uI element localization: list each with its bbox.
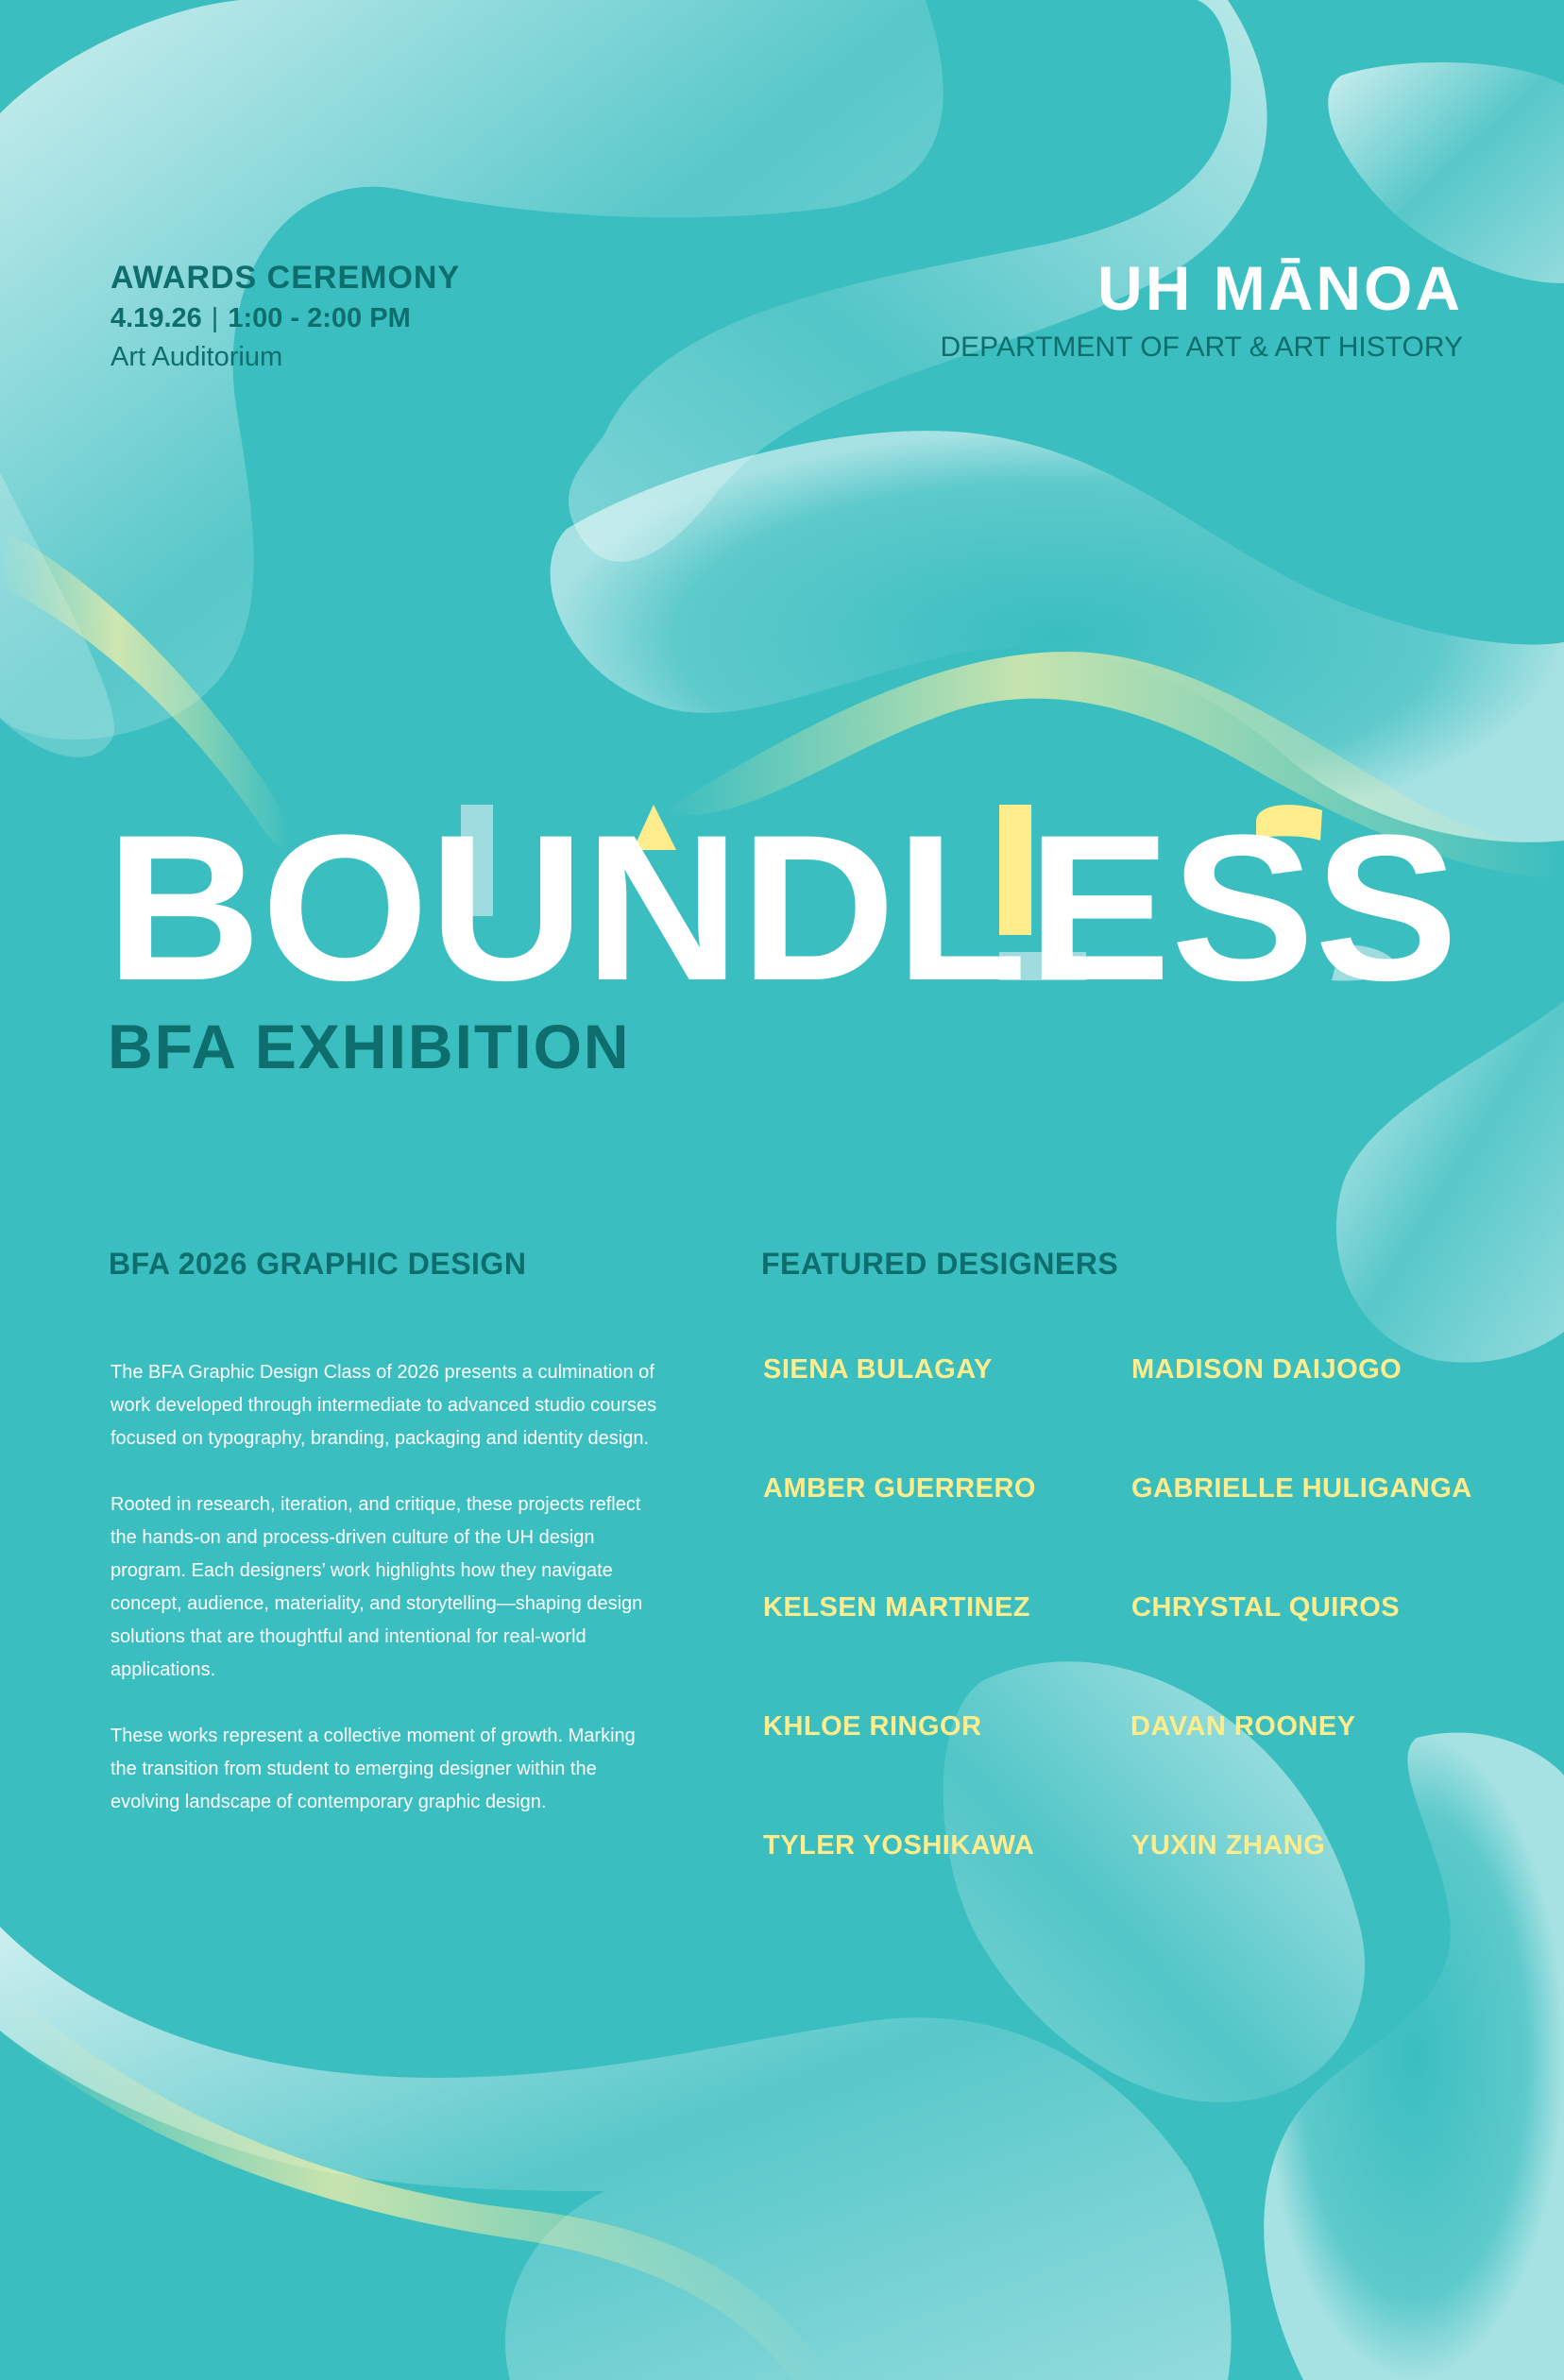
program-paragraph: These works represent a collective moment of growth. Marking the transition from student to emerging designer within the evolving landscape of contemporary graphic design. — [110, 1726, 636, 1812]
designer-name: KELSEN MARTINEZ — [763, 1592, 1030, 1623]
designer-name: KHLOE RINGOR — [763, 1711, 982, 1742]
program-paragraph: Rooted in research, iteration, and critique, these projects reflect the hands-on and process-driven culture of the UH design program. Each designers’ work highlights how they navigate concept, audience, materiality, and storytelling—shaping design solutions that are thoughtful and intentional for real-world applications. — [110, 1494, 643, 1680]
event-venue: Art Auditorium — [110, 342, 283, 372]
department-name: DEPARTMENT OF ART & ART HISTORY — [940, 332, 1463, 363]
event-separator: | — [211, 303, 219, 333]
program-paragraph: The BFA Graphic Design Class of 2026 presents a culmination of work developed through intermediate to advanced studio courses focused on typography, branding, packaging and identity design. — [110, 1362, 657, 1449]
program-description — [110, 1356, 658, 1852]
institution-name: UH MĀNOA — [1097, 253, 1463, 323]
program-heading: BFA 2026 GRAPHIC DESIGN — [109, 1247, 527, 1281]
event-label: AWARDS CEREMONY — [110, 260, 461, 296]
title-word: BOUNDLESS — [106, 791, 1458, 1024]
designer-name: SIENA BULAGAY — [763, 1354, 993, 1385]
designer-name: DAVAN ROONEY — [1130, 1711, 1356, 1742]
designer-name: GABRIELLE HULIGANGA — [1131, 1473, 1472, 1504]
event-date: 4.19.26 — [110, 303, 202, 333]
event-time: 1:00 - 2:00 PM — [228, 303, 411, 333]
designer-name: TYLER YOSHIKAWA — [763, 1830, 1035, 1861]
designer-name: YUXIN ZHANG — [1131, 1830, 1326, 1861]
designer-name: MADISON DAIJOGO — [1131, 1354, 1402, 1385]
subtitle: BFA EXHIBITION — [108, 1012, 631, 1081]
designer-name: CHRYSTAL QUIROS — [1131, 1592, 1401, 1623]
designers-heading: FEATURED DESIGNERS — [761, 1247, 1119, 1281]
designer-name: AMBER GUERRERO — [763, 1473, 1036, 1504]
